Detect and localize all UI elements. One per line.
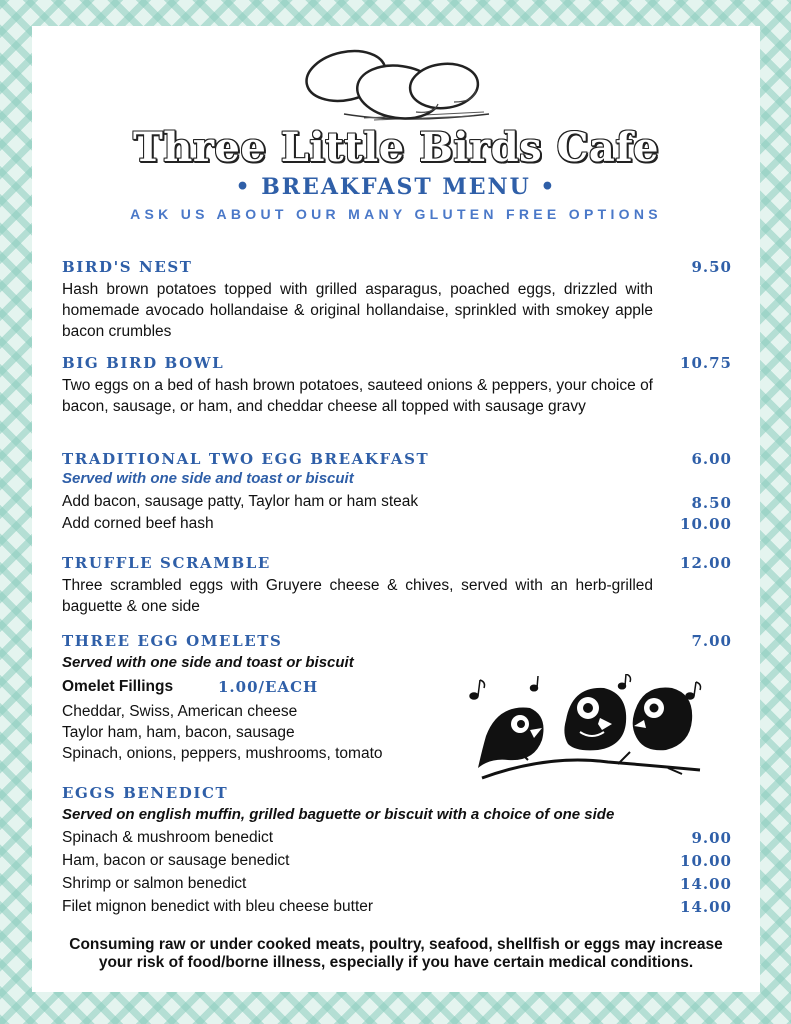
filling-line: Taylor ham, ham, bacon, sausage <box>62 724 295 741</box>
benedict-option: Shrimp or salmon benedict <box>62 875 247 892</box>
fillings-price: 1.00/EACH <box>218 678 319 696</box>
fillings-label: Omelet Fillings <box>62 678 174 695</box>
item-price: 6.00 <box>691 450 732 468</box>
benedict-option: Ham, bacon or sausage benedict <box>62 852 290 869</box>
singing-birds-illustration-icon <box>468 674 708 786</box>
item-description: Three scrambled eggs with Gruyere cheese & chives, served with an herb-grilled baguette & one side <box>62 577 653 615</box>
gluten-free-note: ASK US ABOUT OUR MANY GLUTEN FREE OPTIONS <box>130 206 662 222</box>
item-description: Two eggs on a bed of hash brown potatoes, sauteed onions & peppers, your choice of bacon, sausage, or ham, and cheddar cheese all topped with sausage gravy <box>62 377 653 415</box>
item-price: 12.00 <box>680 554 732 572</box>
item-name: TRADITIONAL TWO EGG BREAKFAST <box>62 450 430 468</box>
item-subtitle: Served with one side and toast or biscuit <box>62 654 354 671</box>
item-name: TRUFFLE SCRAMBLE <box>62 554 271 572</box>
benedict-price: 14.00 <box>680 898 732 916</box>
item-name: EGGS BENEDICT <box>62 784 229 802</box>
item-subtitle: Served with one side and toast or biscuit <box>62 470 354 487</box>
filling-line: Cheddar, Swiss, American cheese <box>62 703 298 720</box>
benedict-option: Filet mignon benedict with bleu cheese butter <box>62 898 374 915</box>
item-price: 9.50 <box>691 258 732 276</box>
disclaimer-line-2: your risk of food/borne illness, especially if you have certain medical conditions. <box>98 954 694 971</box>
addon-price: 10.00 <box>680 515 732 533</box>
cafe-title: Three Little Birds Cafe <box>133 124 659 171</box>
item-name: BIG BIRD BOWL <box>62 354 225 372</box>
food-safety-disclaimer <box>32 936 760 972</box>
benedict-option: Spinach & mushroom benedict <box>62 829 274 846</box>
item-description: Hash brown potatoes topped with grilled asparagus, poached eggs, drizzled with homemade avocado hollandaise & original hollandaise, sprinkled with smokey apple bacon crumbles <box>62 281 653 340</box>
menu-title: • BREAKFAST MENU • <box>235 174 557 200</box>
item-price: 7.00 <box>691 632 732 650</box>
menu-card <box>32 26 760 992</box>
disclaimer-line-1: Consuming raw or under cooked meats, poultry, seafood, shellfish or eggs may increase <box>69 936 723 953</box>
item-subtitle: Served on english muffin, grilled baguette or biscuit with a choice of one side <box>62 806 615 823</box>
benedict-price: 10.00 <box>680 852 732 870</box>
item-name: THREE EGG OMELETS <box>62 632 283 650</box>
eggs-illustration-icon <box>304 42 494 124</box>
benedict-price: 14.00 <box>680 875 732 893</box>
addon-line: Add bacon, sausage patty, Taylor ham or ham steak <box>62 493 419 510</box>
item-name: BIRD'S NEST <box>62 258 193 276</box>
filling-line: Spinach, onions, peppers, mushrooms, tomato <box>62 745 383 762</box>
addon-price: 8.50 <box>691 494 732 512</box>
addon-line: Add corned beef hash <box>62 515 214 532</box>
benedict-price: 9.00 <box>691 829 732 847</box>
item-price: 10.75 <box>680 354 732 372</box>
